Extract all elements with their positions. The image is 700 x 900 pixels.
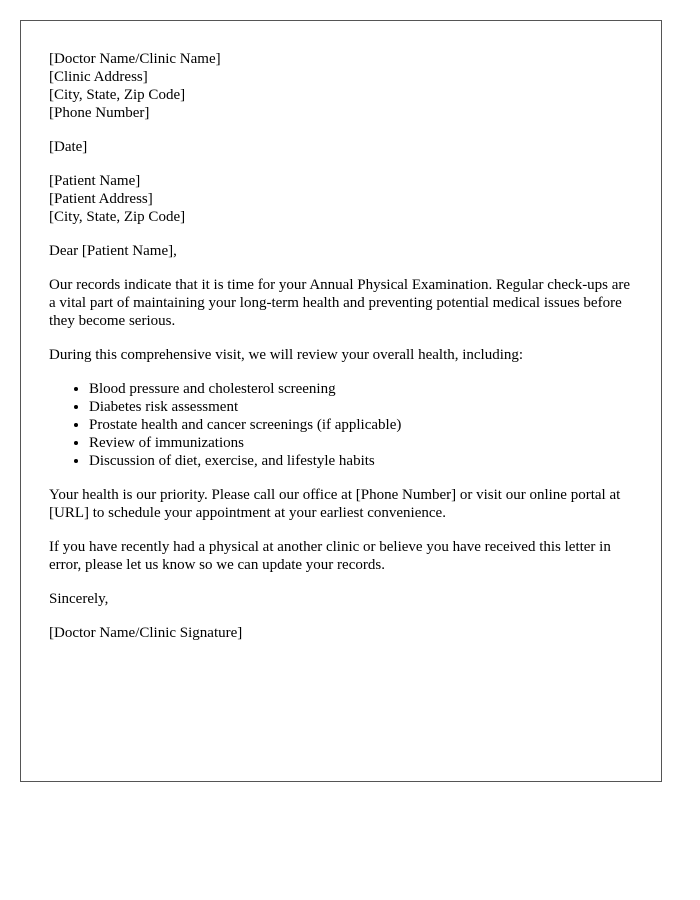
body-paragraph-4: If you have recently had a physical at another clinic or believe you have received this letter in error, please let us know so we can update your records. xyxy=(49,539,611,573)
list-item: • Blood pressure and cholesterol screening xyxy=(89,380,633,398)
signature: [Doctor Name/Clinic Signature] xyxy=(49,625,243,641)
list-item: • Review of immunizations xyxy=(89,434,633,452)
list-item: • Diabetes risk assessment xyxy=(89,398,633,416)
body-paragraph-2: During this comprehensive visit, we will review your overall health, including: xyxy=(49,347,524,363)
letter-page xyxy=(20,20,662,782)
sender-city-state-zip: [City, State, Zip Code] xyxy=(49,87,186,103)
sender-address: [Clinic Address] xyxy=(49,69,148,85)
checkup-list xyxy=(49,380,633,470)
recipient-name: [Patient Name] xyxy=(49,173,141,189)
sender-phone: [Phone Number] xyxy=(49,105,150,121)
closing: Sincerely, xyxy=(49,591,109,607)
sender-block xyxy=(49,50,633,122)
list-item: • Prostate health and cancer screenings (if applicable) xyxy=(89,416,633,434)
recipient-block xyxy=(49,172,633,226)
sender-name: [Doctor Name/Clinic Name] xyxy=(49,51,221,67)
salutation: Dear [Patient Name], xyxy=(49,243,177,259)
body-paragraph-1: Our records indicate that it is time for your Annual Physical Examination. Regular check-ups are a vital part of maintaining your long-term health and preventing potential medical issues before they become serious. xyxy=(49,277,631,329)
recipient-city-state-zip: [City, State, Zip Code] xyxy=(49,209,186,225)
body-paragraph-3: Your health is our priority. Please call our office at [Phone Number] or visit our online portal at [URL] to schedule your appointment at your earliest convenience. xyxy=(49,487,621,521)
recipient-address: [Patient Address] xyxy=(49,191,153,207)
list-item: • Discussion of diet, exercise, and lifestyle habits xyxy=(89,452,633,470)
letter-date: [Date] xyxy=(49,139,88,155)
